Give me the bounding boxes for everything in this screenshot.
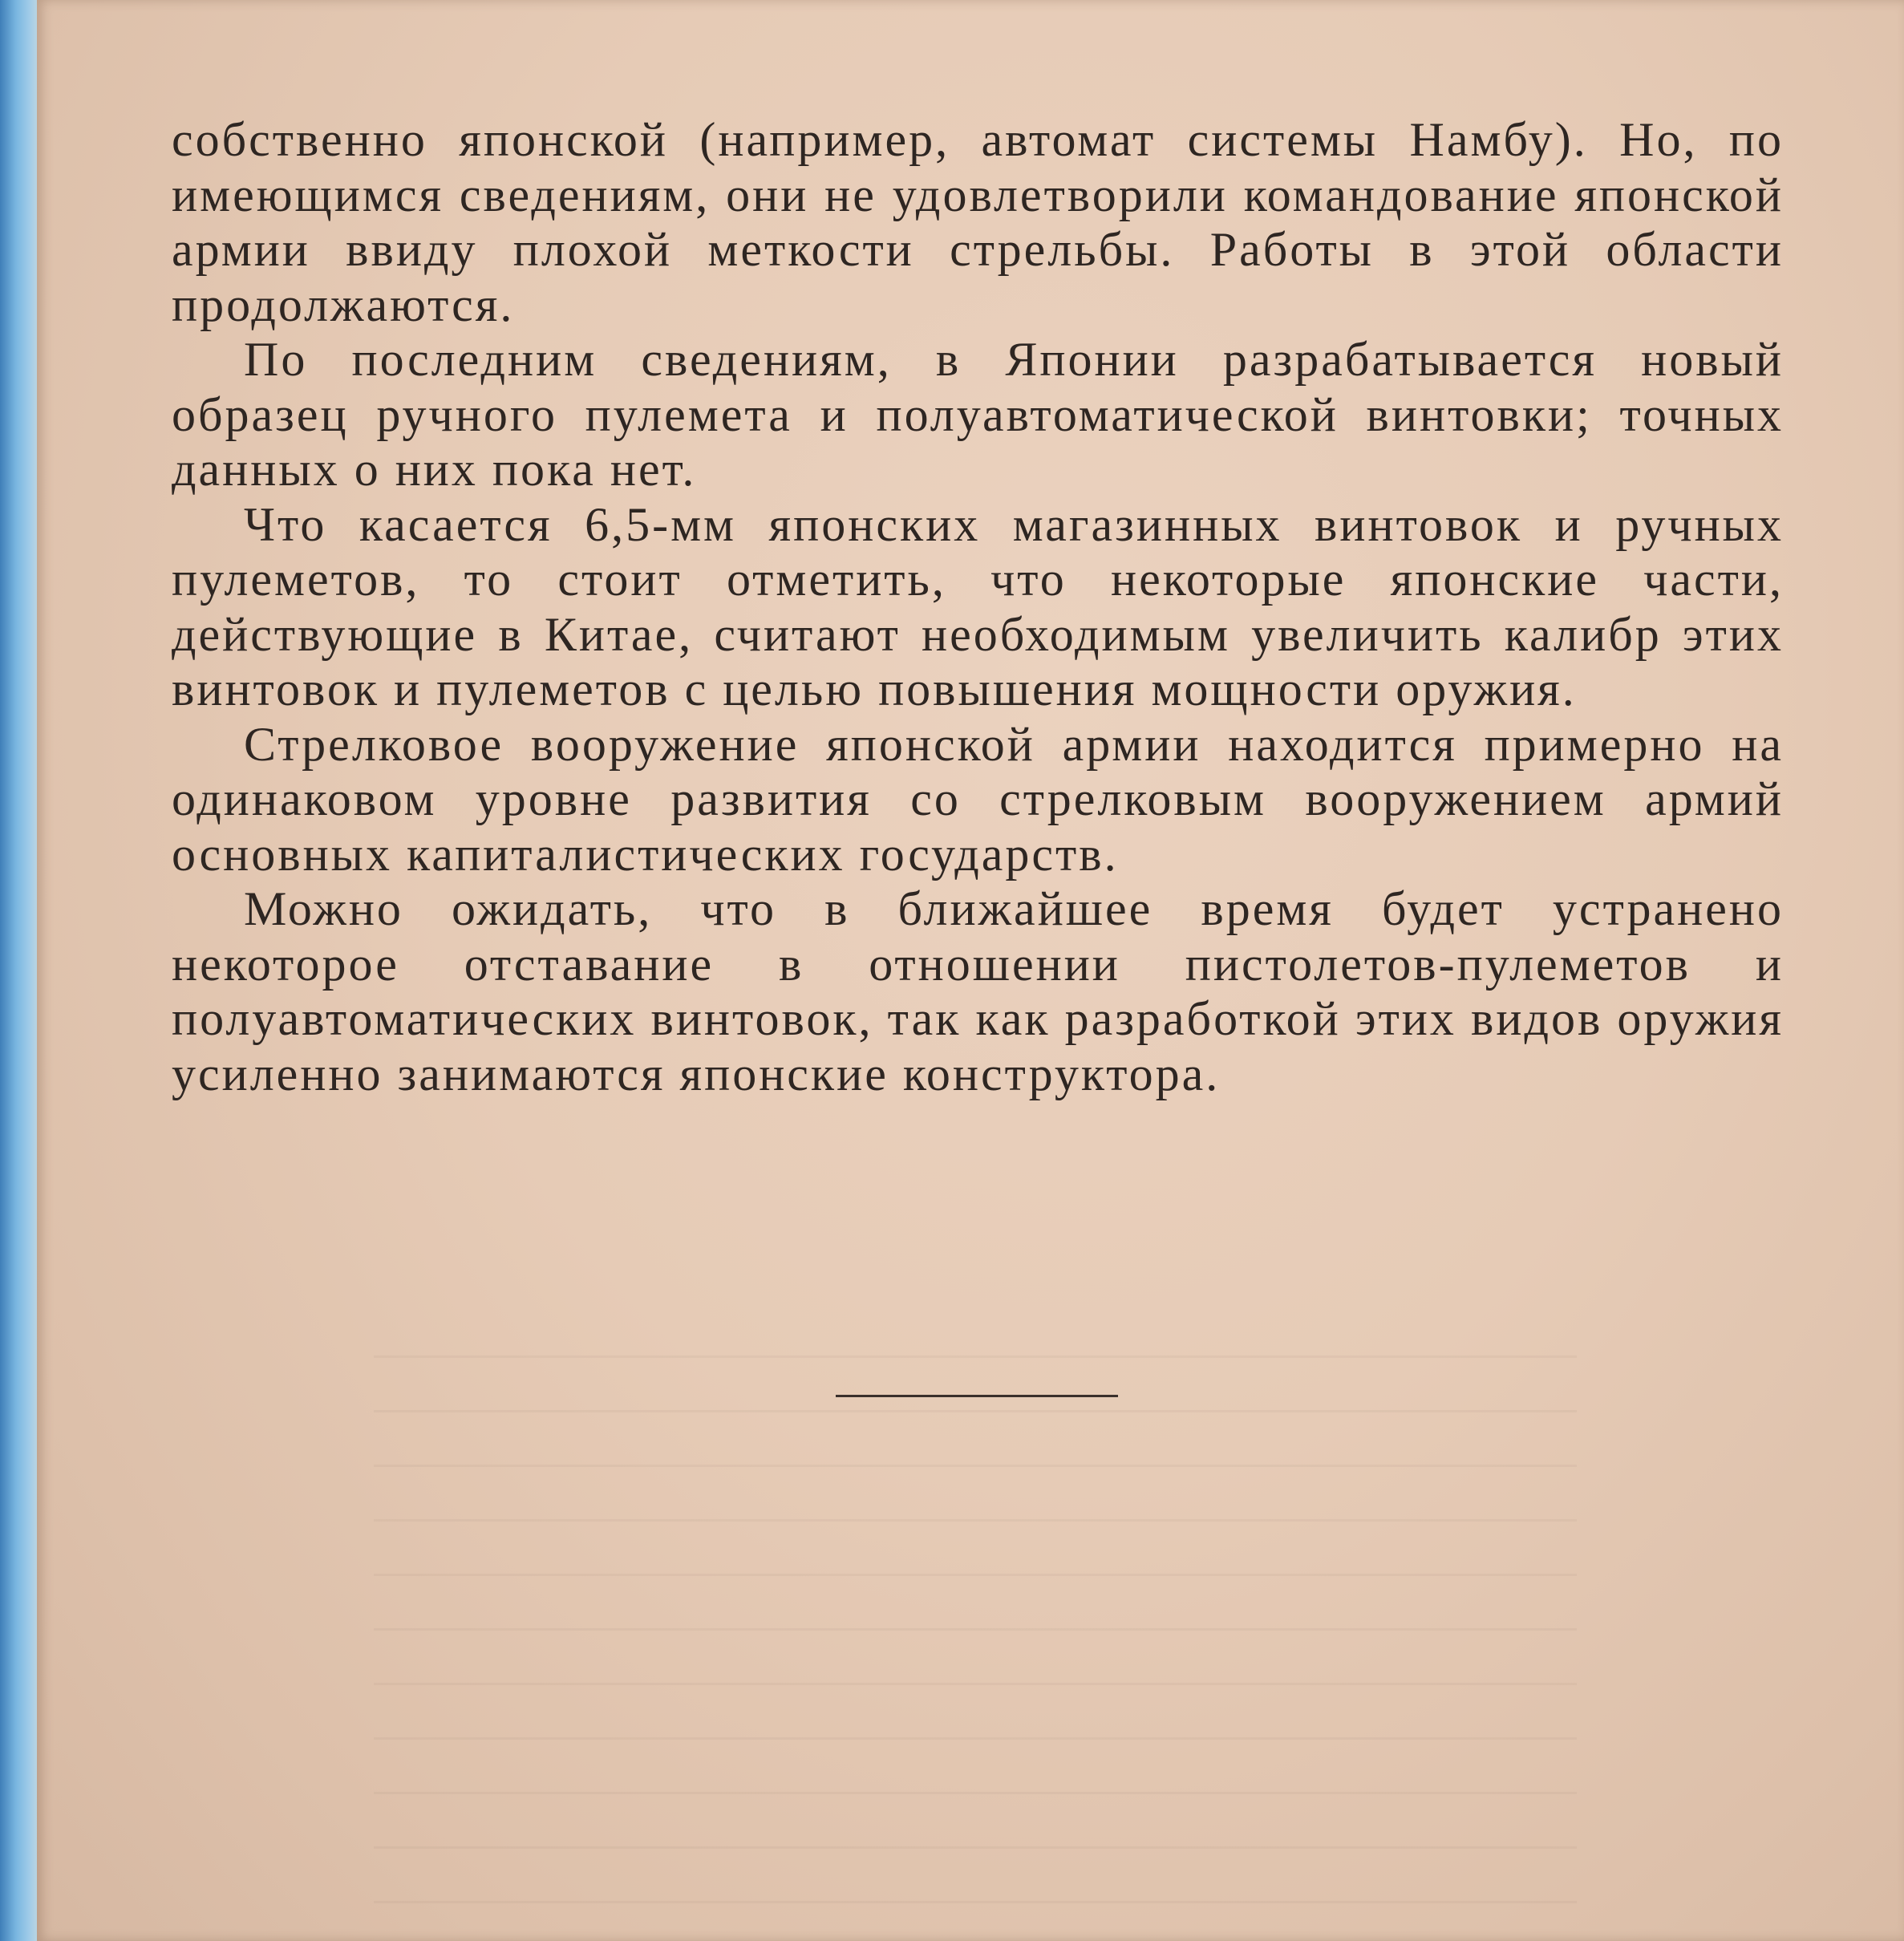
page-text xyxy=(172,112,1784,1101)
paragraph-3: Что касается 6,5-мм японских магазинных винтовок и ручных пулеметов, то стоит отметить, что некоторые японские части, действующие в Китае, считают необходимым увеличить калибр этих винтовок и пулеметов с целью повышения мощности оружия. xyxy=(172,497,1784,715)
show-through-texture xyxy=(374,1355,1577,1917)
section-end-rule xyxy=(836,1395,1118,1397)
book-page xyxy=(37,0,1904,1941)
paragraph-1: собственно японской (например, автомат системы Намбу). Но, по имеющимся сведениям, они не удовлетворили командование японской армии ввиду плохой меткости стрельбы. Работы в этой области продолжаются. xyxy=(172,113,1784,331)
paragraph-4: Стрелковое вооружение японской армии находится примерно на одинаковом уровне развития со стрелковым вооружением армий основных капиталистических государств. xyxy=(172,717,1784,881)
paragraph-2: По последним сведениям, в Японии разрабатывается новый образец ручного пулемета и полуавтоматической винтовки; точных данных о них пока нет. xyxy=(172,333,1784,496)
paragraph-5: Можно ожидать, что в ближайшее время будет устранено некоторое отставание в отношении пистолетов-пулеметов и полуавтоматических винтовок, так как разработкой этих видов оружия усиленно занимаются японские конструктора. xyxy=(172,882,1784,1100)
